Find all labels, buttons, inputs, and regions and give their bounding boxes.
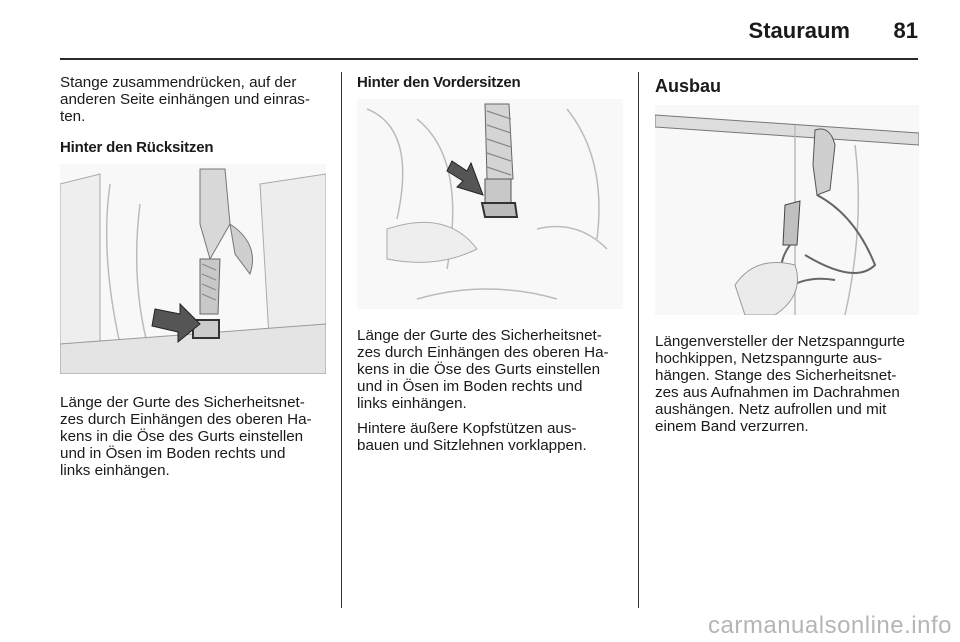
illustration-rear-seats	[60, 164, 326, 374]
illustration-front-seats	[357, 99, 623, 309]
section-heading: Hinter den Vordersitzen	[357, 74, 521, 91]
section-heading: Ausbau	[655, 76, 722, 96]
caption-rear-seats: Länge der Gurte des Sicherheitsnet- zes durch Einhängen des oberen Ha- kens in die Öse des Gurts einstellen und in Ösen im Boden rechts und links einhängen.	[60, 394, 312, 479]
page-number: 81	[893, 18, 918, 43]
chapter-title: Stauraum	[748, 18, 850, 43]
caption-front-seats: Länge der Gurte des Sicherheitsnet- zes durch Einhängen des oberen Ha- kens in die Öse des Gurts einstellen und in Ösen im Boden rechts und links einhängen.	[357, 327, 609, 412]
column-divider	[341, 72, 342, 608]
left-column	[60, 74, 328, 487]
middle-column	[357, 74, 627, 462]
right-column	[655, 74, 925, 443]
header-rule	[60, 58, 918, 60]
column-divider	[638, 72, 639, 608]
watermark: carmanualsonline.info	[708, 612, 952, 639]
note-headrests: Hintere äußere Kopfstützen aus- bauen und Sitzlehnen vorklappen.	[357, 420, 587, 454]
intro-paragraph: Stange zusammendrücken, auf der anderen Seite einhängen und einras- ten.	[60, 74, 310, 125]
illustration-removal	[655, 105, 919, 315]
section-heading: Hinter den Rücksitzen	[60, 139, 214, 156]
caption-removal: Längenversteller der Netzspanngurte hochkippen, Netzspanngurte aus- hängen. Stange des Sicherheitsnet- zes aus Aufnahmen im Dachrahmen aushängen. Netz aufrollen und mit einem Band verzurren.	[655, 333, 905, 435]
